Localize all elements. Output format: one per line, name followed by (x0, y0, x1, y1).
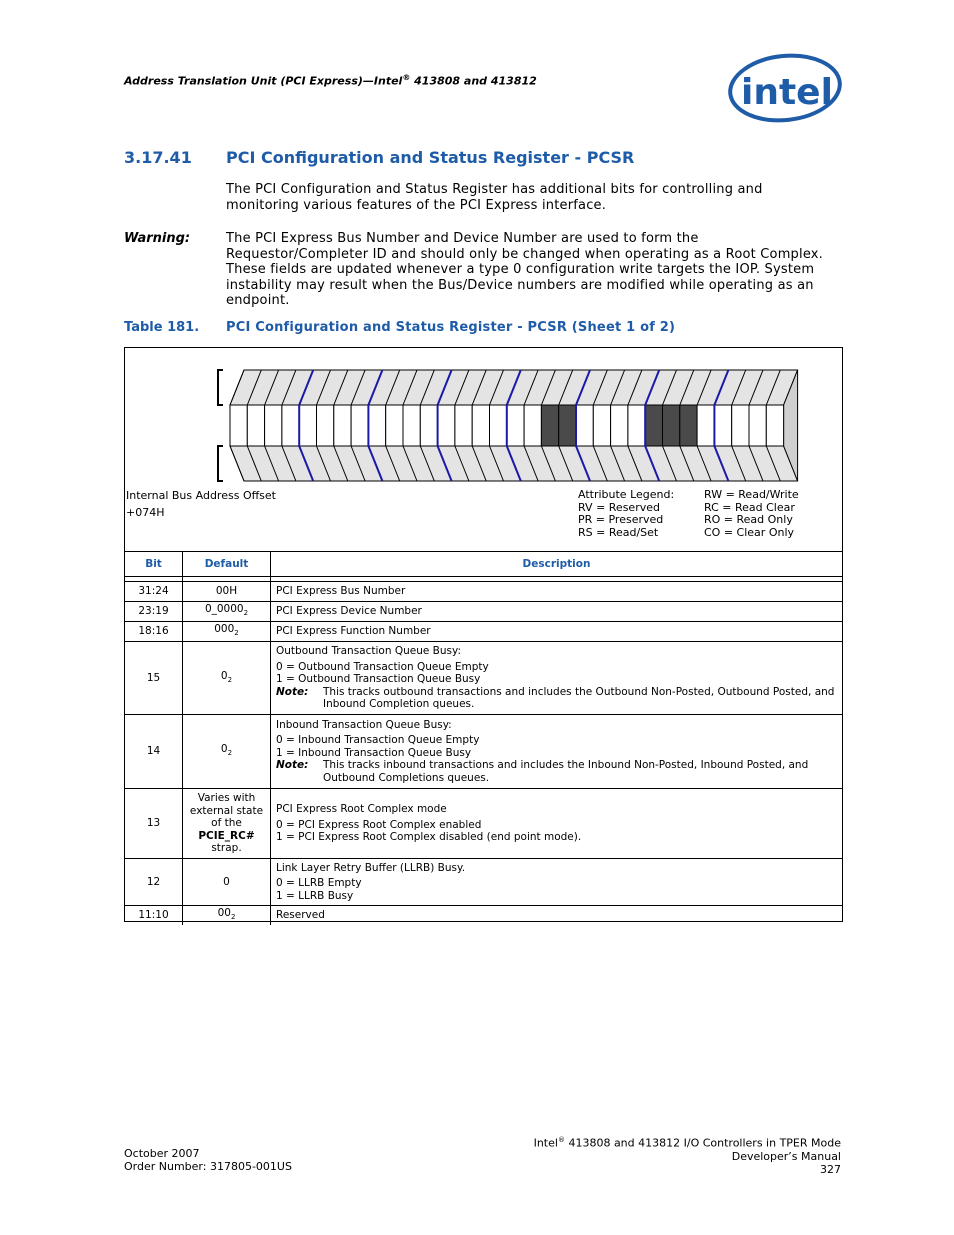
legend-item: RC = Read Clear (704, 501, 795, 514)
legend-item: RW = Read/Write (704, 488, 799, 501)
column-header-default: Default (183, 552, 271, 577)
bit-cell-15 (507, 405, 524, 446)
legend-item: RO = Read Only (704, 513, 793, 526)
bit-cell-31 (230, 405, 247, 446)
bit-cell-5 (680, 405, 697, 446)
bit-cell-19 (438, 405, 455, 446)
bit-cell-3 (714, 405, 731, 446)
register-table (124, 347, 843, 922)
footer-order-number: Order Number: 317805-001US (124, 1160, 292, 1173)
footer-left (124, 1147, 292, 1173)
description-cell: Link Layer Retry Buffer (LLRB) Busy. 0 = LLRB Empty 1 = LLRB Busy (271, 859, 843, 906)
table-title: PCI Configuration and Status Register - PCSR (Sheet 1 of 2) (226, 320, 676, 335)
bit-cell-22 (386, 405, 403, 446)
bracket-bottom (218, 446, 223, 481)
bit-cell-7 (645, 405, 662, 446)
bit-cell-8 (628, 405, 645, 446)
default-cell: Varies with external state of the PCIE_RC# strap. (183, 789, 271, 859)
bit-cell: 23:19 (125, 602, 183, 622)
intro-paragraph: The PCI Configuration and Status Register has additional bits for controlling and monitoring various features of the PCI Express interface. (226, 182, 763, 213)
description-cell: Inbound Transaction Queue Busy: 0 = Inbound Transaction Queue Empty 1 = Inbound Transaction Queue Busy Note: This tracks inbound transactions and includes the Inbound Non-Posted, Inbound Posted, and Outbound Completions queues. (271, 715, 843, 789)
bit-cell-30 (247, 405, 264, 446)
bit-cell: 11:10 (125, 906, 183, 925)
table-row (125, 602, 842, 622)
table-row (125, 906, 842, 925)
section-number: 3.17.41 (124, 148, 192, 167)
bit-cell-11 (576, 405, 593, 446)
legend-item: RV = Reserved (578, 501, 660, 514)
bit-cell-0 (766, 405, 783, 446)
description-cell: PCI Express Device Number (271, 602, 843, 622)
legend-title: Attribute Legend: (578, 488, 675, 501)
bit-cell-24 (351, 405, 368, 446)
legend-item: RS = Read/Set (578, 526, 659, 539)
description-cell: Outbound Transaction Queue Busy: 0 = Outbound Transaction Queue Empty 1 = Outbound Transaction Queue Busy Note: This tracks outbound transactions and includes the Outbound Non-Posted, Outbound Posted, and Inbound Completion queues. (271, 642, 843, 715)
legend-item: CO = Clear Only (704, 526, 795, 539)
footer-date: October 2007 (124, 1147, 200, 1160)
footer-product: Intel® 413808 and 413812 I/O Controllers in TPER Mode (533, 1136, 841, 1150)
bit-cell: 31:24 (125, 582, 183, 602)
bit-cell: 14 (125, 715, 183, 789)
intel-logo (727, 52, 843, 128)
footer-right (534, 1134, 841, 1176)
default-cell: $0_2$ (183, 642, 271, 715)
table-row (125, 582, 842, 602)
bit-cell: 18:16 (125, 622, 183, 642)
warning-label: Warning: (124, 231, 191, 246)
bit-cell-18 (455, 405, 472, 446)
bit-cell-27 (299, 405, 316, 446)
running-header: Address Translation Unit (PCI Express)—Intel® 413808 and 413812 (124, 73, 537, 88)
footer-manual: Developer’s Manual (731, 1149, 841, 1163)
offset-value: +074H (126, 506, 165, 519)
bit-cell-1 (749, 405, 766, 446)
table-row (125, 859, 842, 906)
bit-cell-9 (611, 405, 628, 446)
bit-cell-23 (368, 405, 385, 446)
description-cell: PCI Express Bus Number (271, 582, 843, 602)
warning-text: The PCI Express Bus Number and Device Number are used to form the Requestor/Completer ID and should only be changed when operating as a Root Complex. These fields are updated whenever a type 0 configuration write targets the IOP. System instability may result when the Bus/Device numbers are modified while operating as an endpoint. (226, 231, 824, 309)
bit-cell-25 (334, 405, 351, 446)
default-cell: $0_2$ (183, 715, 271, 789)
default-cell: $0\_0000_2$ (183, 602, 271, 622)
offset-label: Internal Bus Address Offset (126, 489, 276, 502)
description-cell: PCI Express Function Number (271, 622, 843, 642)
bit-cell-2 (732, 405, 749, 446)
description-cell: Reserved (271, 906, 843, 925)
default-cell: $000_2$ (183, 622, 271, 642)
column-header-description: Description (271, 552, 843, 577)
bit-cell-21 (403, 405, 420, 446)
bit-cell-29 (265, 405, 282, 446)
bit-cell-16 (490, 405, 507, 446)
table-number: Table 181. (124, 320, 200, 335)
svg-text:intel: intel (741, 72, 833, 113)
register-bit-table (125, 551, 842, 925)
bit-cell-4 (697, 405, 714, 446)
legend-item: PR = Preserved (578, 513, 664, 526)
table-row (125, 789, 842, 859)
bit-field-diagram (125, 348, 842, 498)
column-header-bit: Bit (125, 552, 183, 577)
table-row (125, 642, 842, 715)
bit-cell: 12 (125, 859, 183, 906)
table-row (125, 622, 842, 642)
bit-cell: 13 (125, 789, 183, 859)
footer-page-number: 327 (820, 1162, 841, 1176)
default-cell: 0 (183, 859, 271, 906)
bit-cell-13 (541, 405, 558, 446)
section-title: PCI Configuration and Status Register - PCSR (226, 148, 635, 167)
bit-cell-14 (524, 405, 541, 446)
bit-cell: 15 (125, 642, 183, 715)
bit-cell-10 (593, 405, 610, 446)
bracket-top (218, 370, 223, 405)
bit-cell-20 (420, 405, 437, 446)
default-cell: $00_2$ (183, 906, 271, 925)
default-cell: 00H (183, 582, 271, 602)
bit-cell-28 (282, 405, 299, 446)
bit-cell-12 (559, 405, 576, 446)
table-row (125, 715, 842, 789)
description-cell: PCI Express Root Complex mode 0 = PCI Express Root Complex enabled 1 = PCI Express Root Complex disabled (end point mode). (271, 789, 843, 859)
bit-cell-26 (317, 405, 334, 446)
bit-cell-17 (472, 405, 489, 446)
bit-cell-6 (663, 405, 680, 446)
